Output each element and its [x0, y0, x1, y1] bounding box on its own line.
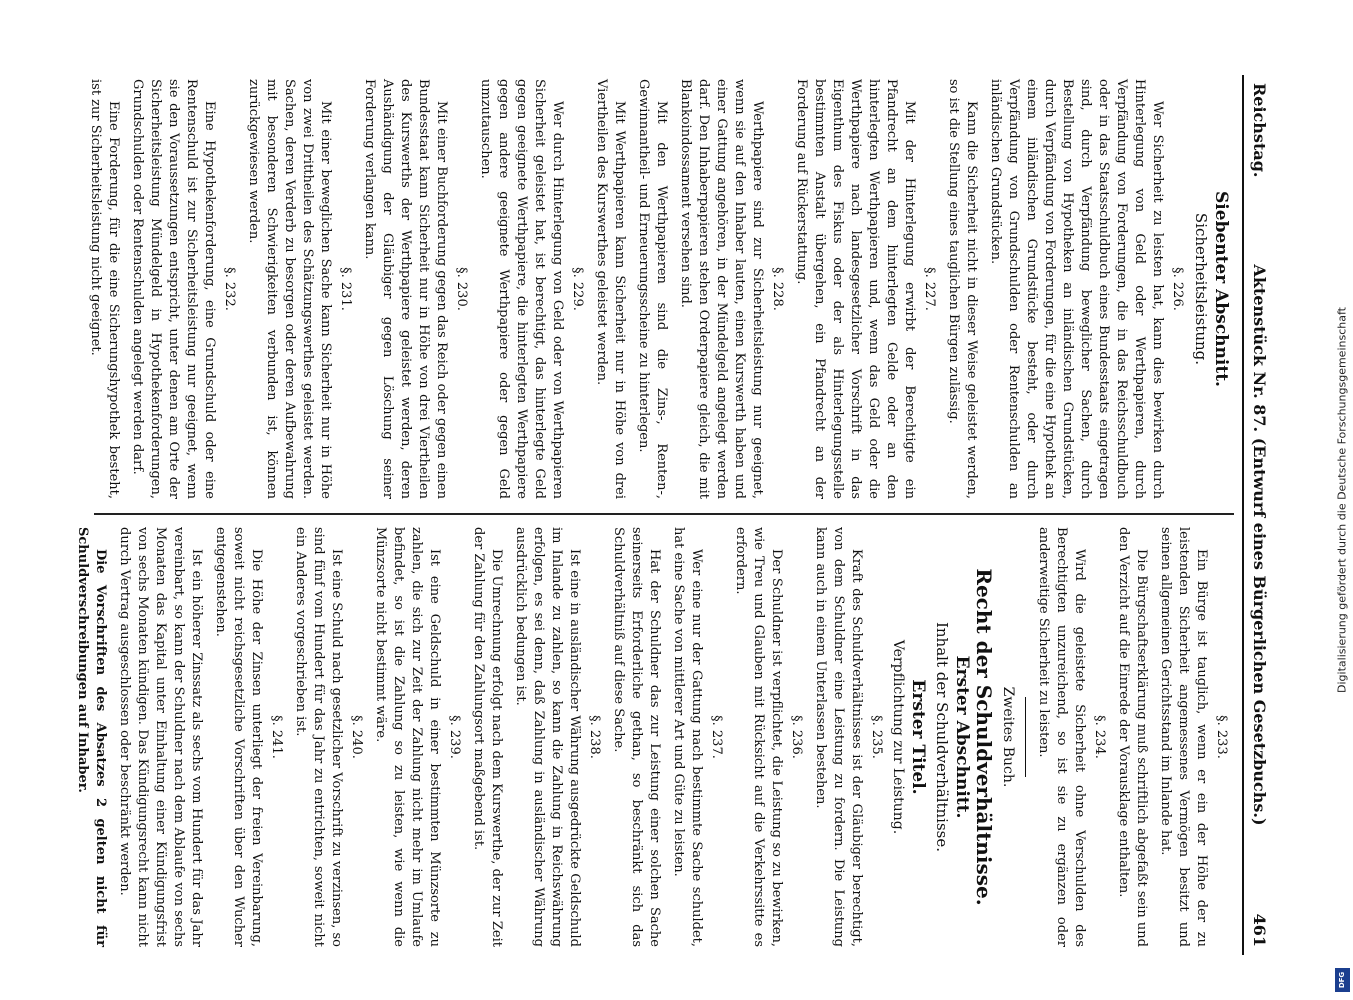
paragraph-number: §. 240. — [349, 715, 364, 759]
chapter-title: Erster Titel. — [908, 679, 928, 795]
paragraph-number: §. 233. — [1214, 715, 1229, 759]
dfg-logo-text: DFG — [1338, 971, 1347, 989]
section-title: Siebenter Abschnitt. — [1211, 191, 1231, 387]
paragraph-text: Wird die geleistete Sicherheit ohne Verschulden des Berechtigten unzureichend, so ist sie zu ergänzen oder anderweitige Sicherheit zu leisten. — [1036, 527, 1087, 947]
paragraph-text: Der Schuldner ist verpflichtet, die Leistung so zu bewirken, wie Treu und Glauben mit Rücksicht auf die Verkehrssitte es erfordern. — [733, 527, 784, 947]
paragraph-number: §. 226. — [1170, 267, 1185, 311]
paragraph-number: §. 236. — [789, 715, 804, 759]
paragraph-text: Ist eine Geldschuld in einer bestimmten Münzsorte zu zahlen, die sich zur Zeit der Zahlung nicht mehr im Umlaufe befindet, so ist die Zahlung so zu leisten, wie wenn die Münzsorte nicht bestimmt wäre. — [373, 527, 442, 947]
paragraph-number: §. 238. — [587, 715, 602, 759]
book-title: Zweites Buch. — [1000, 686, 1016, 788]
paragraph-number: §. 227. — [922, 267, 937, 311]
header-left: Reichstag. — [1250, 83, 1269, 178]
paragraph-text: Mit den Werthpapieren sind die Zins-, Renten-, Gewinnantheil- und Erneuerungsscheine zu hinterlegen. — [636, 79, 669, 499]
section-subtitle: Sicherheitsleistung. — [1192, 212, 1210, 366]
paragraph-text: Wer Sicherheit zu leisten hat, kann dies bewirken durch Hinterlegung von Geld oder Werthpapieren, durch Verpfändung von Forderungen, die in das Reichsschuldbuch oder in das Staatsschuldbuch eines Bundesstaats eingetragen sind, durch Verpfändung beweglicher Sachen, durch Bestellung von Hypotheken an inländischen Grundstücken, durch Verpfändung von Forderungen, für die eine Hypothek an einem inländischen Grundstücke besteht, oder durch Verpfändung von Grundschulden oder Rentenschulden an inländischen Grundstücken. — [988, 79, 1165, 499]
paragraph-number: §. 229. — [570, 267, 585, 311]
paragraph-text: Eine Forderung, für die eine Sicherungshypothek besteht, ist zur Sicherheitsleistung nicht geeignet. — [88, 79, 121, 499]
paragraph-text: Ist ein höherer Zinssatz als sechs vom Hundert für das Jahr vereinbart, so kann der Schuldner nach dem Ablaufe von sechs Monaten das Kapital unter Einhaltung einer Kündigungsfrist von sechs Monaten kündigen. Das Kündigungsrecht kann nicht durch Vertrag ausgeschlossen oder beschränkt werden. — [117, 527, 204, 947]
paragraph-number: §. 232. — [222, 267, 237, 311]
paragraph-text: Ein Bürge ist tauglich, wenn er ein der Höhe der zu leistenden Sicherheit angemessenes Vermögen besitzt und seinen allgemeinen Gerichtsstand im Inlande hat. — [1158, 527, 1209, 947]
paragraph-text: Werthpapiere sind zur Sicherheitsleistung nur geeignet, wenn sie auf den Inhaber lauten, einen Kurswerth haben und einer Gattung angehören, in der Mündelgeld angelegt werden darf. Den Inhaberpapieren stehen Orderpapiere gleich, die mit Blankoindossament versehen sind. — [678, 79, 765, 499]
paragraph-text: Die Vorschriften des Absatzes 2 gelten nicht für Schuldverschreibungen auf Inhaber. — [75, 527, 108, 947]
book-subtitle: Recht der Schuldverhältnisse. — [972, 568, 996, 906]
column-divider — [94, 513, 1234, 515]
paragraph-text: Kann die Sicherheit nicht in dieser Weise geleistet werden, so ist die Stellung eines tauglichen Bürgen zulässig. — [946, 79, 979, 499]
paragraph-number: §. 231. — [338, 267, 353, 311]
separator-rule — [1025, 697, 1026, 777]
paragraph-text: Mit Werthpapieren kann Sicherheit nur in Höhe von drei Viertheilen des Kurswerthes geleistet werden. — [594, 79, 627, 499]
paragraph-number: §. 235. — [869, 715, 884, 759]
page-number: 461 — [1250, 913, 1269, 947]
left-column — [88, 79, 1234, 499]
page-header — [1242, 75, 1270, 955]
paragraph-text: Eine Hypothekenforderung, eine Grundschuld oder eine Rentenschuld ist zur Sicherheitsleistung nur geeignet, wenn sie den Voraussetzungen entspricht, unter denen am Orte der Sicherheitsleistung Mündelgeld in Hypothekenforderungen, Grundschulden oder Rentenschulden angelegt werden darf. — [130, 79, 217, 499]
header-title: Aktenstück Nr. 87. (Entwurf eines Bürgerlichen Gesetzbuchs.) — [1250, 264, 1269, 826]
part-subtitle: Inhalt der Schuldverhältnisse. — [933, 621, 951, 853]
paragraph-text: Die Bürgschaftserklärung muß schriftlich abgefaßt sein und den Verzicht auf die Einrede der Vorausklage enthalten. — [1116, 527, 1149, 947]
paragraph-number: §. 241. — [269, 715, 284, 759]
paragraph-number: §. 234. — [1092, 715, 1107, 759]
dfg-logo — [1335, 968, 1350, 992]
scanned-page — [75, 75, 1270, 955]
paragraph-text: Wer durch Hinterlegung von Geld oder von Werthpapieren Sicherheit geleistet hat, ist berechtigt, das hinterlegte Geld gegen geeignete Werthpapiere, die hinterlegten Werthpapiere gegen andere geeignete Werthpapiere oder gegen Geld umzutauschen. — [478, 79, 565, 499]
paragraph-number: §. 230. — [454, 267, 469, 311]
digitization-footer — [1331, 0, 1353, 1000]
paragraph-text: Die Umrechnung erfolgt nach dem Kurswerthe, der zur Zeit der Zahlung für den Zahlungsort maßgebend ist. — [471, 527, 504, 947]
paragraph-text: Ist eine Schuld nach gesetzlicher Vorschrift zu verzinsen, so sind fünf vom Hundert für das Jahr zu entrichten, soweit nicht ein Anderes vorgeschrieben ist. — [293, 527, 344, 947]
paragraph-number: §. 239. — [447, 715, 462, 759]
paragraph-text: Mit einer Buchforderung gegen das Reich oder gegen einen Bundesstaat kann Sicherheit nur in Höhe von drei Viertheilen des Kurswerths der Werthpapiere geleistet werden, deren Aushändigung der Gläubiger gegen Löschung seiner Forderung verlangen kann. — [362, 79, 449, 499]
paragraph-text: Die Höhe der Zinsen unterliegt der freien Vereinbarung, soweit nicht reichsgesetzliche Vorschriften über den Wucher entgegenstehen. — [213, 527, 264, 947]
part-title: Erster Abschnitt. — [952, 655, 972, 819]
right-column — [75, 527, 1234, 947]
paragraph-number: §. 237. — [709, 715, 724, 759]
paragraph-text: Mit einer beweglichen Sache kann Sicherheit nur in Höhe von zwei Drittheilen des Schätzungswerthes geleistet werden. Sachen, deren Verderb zu besorgen oder deren Aufbewahrung mit besonderen Schwierigkeiten verbunden ist, können zurückgewiesen werden. — [246, 79, 333, 499]
paragraph-text: Hat der Schuldner das zur Leistung einer solchen Sache seinerseits Erforderliche gethan, so beschränkt sich das Schuldverhältniß auf diese Sache. — [611, 527, 662, 947]
chapter-subtitle: Verpflichtung zur Leistung. — [890, 639, 906, 835]
paragraph-text: Ist eine in ausländischer Währung ausgedrückte Geldschuld im Inlande zu zahlen, so kann die Zahlung in Reichswährung erfolgen, es sei denn, daß Zahlung in ausländischer Währung ausdrücklich bedungen ist. — [513, 527, 582, 947]
funding-notice: Digitalisierung gefördert durch die Deutsche Forschungsgemeinschaft — [1335, 307, 1349, 693]
paragraph-text: Kraft des Schuldverhältnisses ist der Gläubiger berechtigt, von dem Schuldner eine Leistung zu fordern. Die Leistung kann auch in einem Unterlassen bestehen. — [813, 527, 864, 947]
paragraph-text: Wer eine nur der Gattung nach bestimmte Sache schuldet, hat eine Sache von mittlerer Art und Güte zu leisten. — [671, 527, 704, 947]
paragraph-number: §. 228. — [770, 267, 785, 311]
paragraph-text: Mit der Hinterlegung erwirbt der Berechtigte ein Pfandrecht an dem hinterlegten Gelde oder an den hinterlegten Werthpapieren und, wenn das Geld oder die Werthpapiere nach landesgesetzlicher Vorschrift in das Eigenthum des Fiskus oder der als Hinterlegungsstelle bestimmten Anstalt übergehen, ein Pfandrecht an der Forderung auf Rückerstattung. — [794, 79, 917, 499]
